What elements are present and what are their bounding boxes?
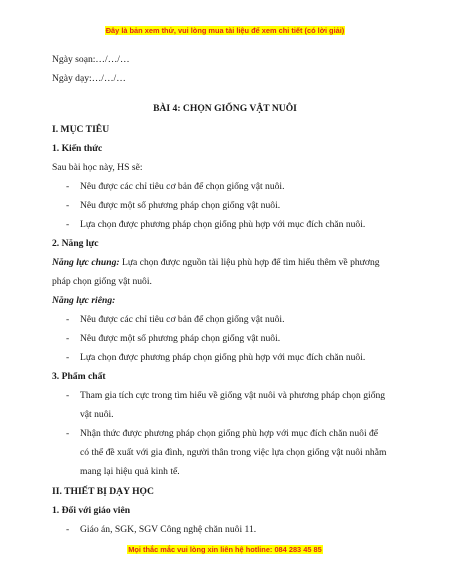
general-competence-label: Năng lực chung: xyxy=(52,257,120,268)
competence-bullet: - xyxy=(66,333,70,344)
general-competence xyxy=(52,257,380,269)
hotline-text: Mọi thắc mắc vui lòng xin liên hệ hotline: 084 283 45 85 xyxy=(128,545,322,554)
teacher-heading: 1. Đối với giáo viên xyxy=(52,505,131,516)
general-competence-text: Lựa chọn được nguồn tài liệu phù hợp để tìm hiểu thêm về phương xyxy=(119,257,380,268)
competence-item: Nêu được một số phương pháp chọn giống vật nuôi. xyxy=(80,333,281,344)
competence-item: Lựa chọn được phương pháp chọn giống phù hợp với mục đích chăn nuôi. xyxy=(80,352,366,363)
hotline-banner xyxy=(0,545,450,554)
knowledge-bullet: - xyxy=(66,219,70,230)
knowledge-bullet: - xyxy=(66,200,70,211)
knowledge-item: Nêu được một số phương pháp chọn giống vật nuôi. xyxy=(80,200,281,211)
preview-notice-banner xyxy=(0,26,450,35)
preview-notice-text: Đây là bản xem thử, vui lòng mua tài liệu để xem chi tiết (có lời giải) xyxy=(105,26,345,35)
knowledge-item: Nêu được các chỉ tiêu cơ bản để chọn giống vật nuôi. xyxy=(80,181,285,192)
qualities-item-1-line-2: vật nuôi. xyxy=(80,409,114,420)
competence-bullet: - xyxy=(66,314,70,325)
teach-date: Ngày dạy:…/…/… xyxy=(52,73,126,84)
qualities-item-2-line-2: có thể đề xuất với gia đình, người thân trong việc lựa chọn giống vật nuôi nhằm xyxy=(80,447,387,458)
competence-bullet: - xyxy=(66,352,70,363)
qualities-heading: 3. Phẩm chất xyxy=(52,371,106,382)
lesson-title: BÀI 4: CHỌN GIỐNG VẬT NUÔI xyxy=(153,103,297,114)
competence-heading: 2. Năng lực xyxy=(52,238,99,249)
section-equipment-heading: II. THIẾT BỊ DẠY HỌC xyxy=(52,486,154,497)
section-objectives-heading: I. MỤC TIÊU xyxy=(52,124,110,135)
qualities-item-1-line-1: Tham gia tích cực trong tìm hiểu về giống vật nuôi và phương pháp chọn giống xyxy=(80,390,386,401)
teacher-item: Giáo án, SGK, SGV Công nghệ chăn nuôi 11. xyxy=(80,524,257,535)
specific-competence-label: Năng lực riêng: xyxy=(52,295,116,306)
general-competence-continued: pháp chọn giống vật nuôi. xyxy=(52,276,152,287)
teacher-bullet: - xyxy=(66,524,70,535)
qualities-item-2-line-1: Nhận thức được phương pháp chọn giống phù hợp với mục đích chăn nuôi để xyxy=(80,428,379,439)
knowledge-item: Lựa chọn được phương pháp chọn giống phù hợp với mục đích chăn nuôi. xyxy=(80,219,366,230)
prep-date: Ngày soạn:…/…/… xyxy=(52,54,130,65)
qualities-bullet: - xyxy=(66,428,70,439)
knowledge-heading: 1. Kiến thức xyxy=(52,143,103,154)
knowledge-intro: Sau bài học này, HS sẽ: xyxy=(52,162,143,173)
knowledge-bullet: - xyxy=(66,181,70,192)
qualities-bullet: - xyxy=(66,390,70,401)
qualities-item-2-line-3: mang lại hiệu quả kinh tế. xyxy=(80,466,180,477)
competence-item: Nêu được các chỉ tiêu cơ bản để chọn giống vật nuôi. xyxy=(80,314,285,325)
